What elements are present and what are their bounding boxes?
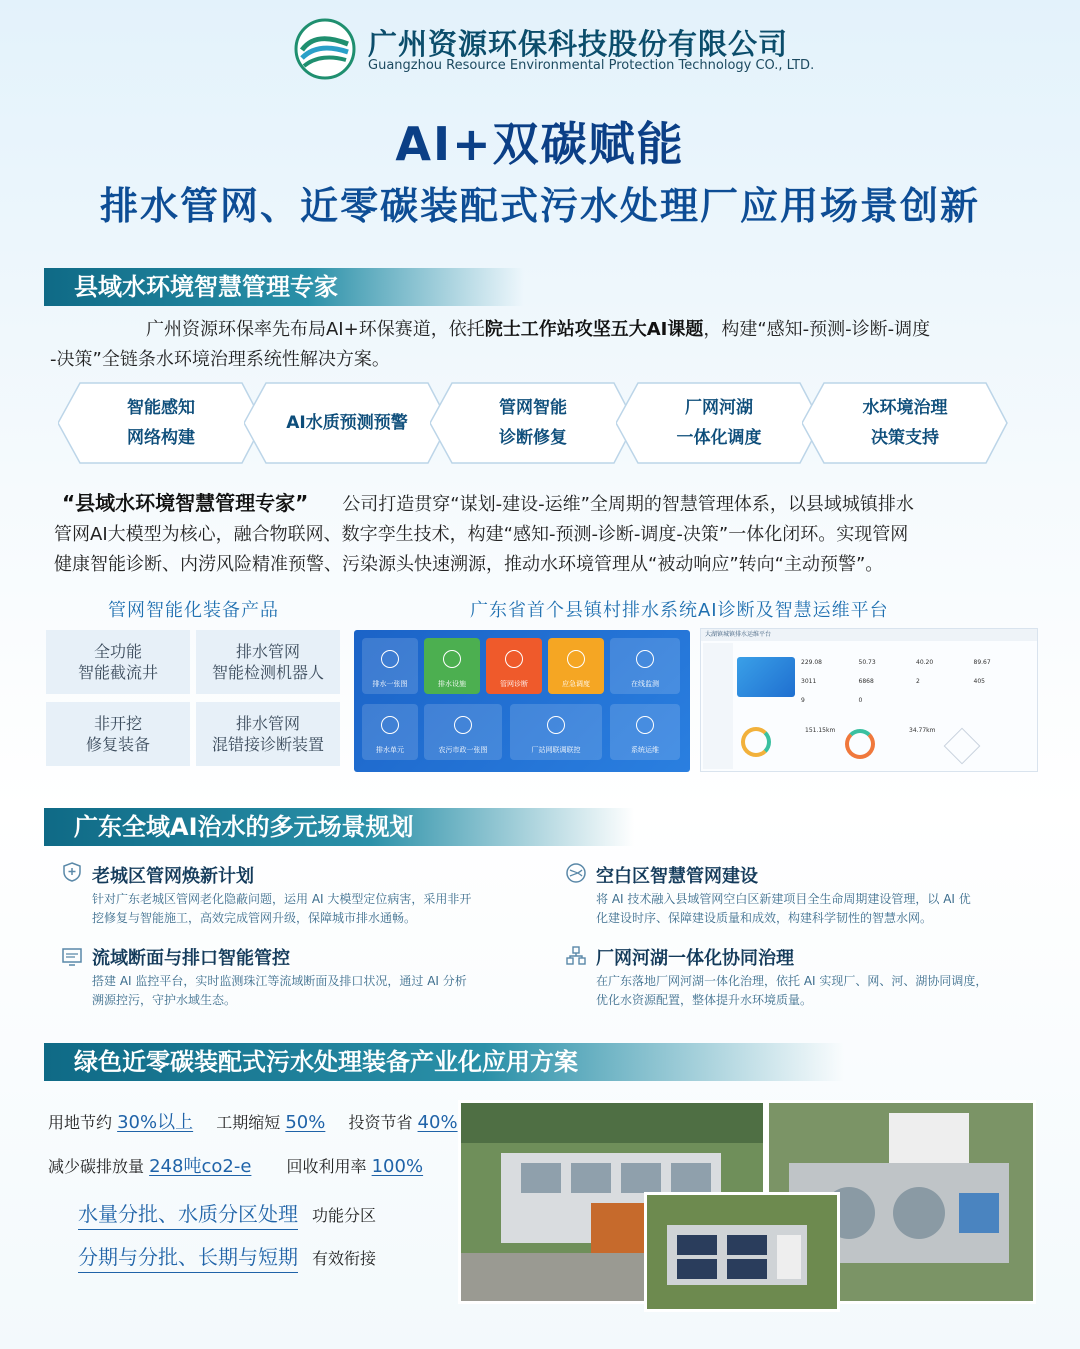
company-name-en: Guangzhou Resource Environmental Protection Technology CO., LTD. xyxy=(368,58,815,73)
scenario-description-line: 优化水资源配置，整体提升水环境质量。 xyxy=(596,993,813,1007)
ops-stat: 50.73 xyxy=(858,659,876,666)
scenario-title: 空白区智慧管网建设 xyxy=(596,866,758,887)
dashboard-tile xyxy=(510,704,602,760)
stat-value: 50% xyxy=(285,1112,326,1133)
feature-sub: 功能分区 xyxy=(312,1206,377,1225)
feature-sub: 有效衔接 xyxy=(312,1249,377,1268)
feature-line xyxy=(78,1241,376,1270)
dashboard-tile xyxy=(362,704,418,760)
scenario-title: 厂网河湖一体化协同治理 xyxy=(596,948,794,969)
ops-stat: 89.67 xyxy=(973,659,991,666)
ops-radar-chart xyxy=(944,728,981,765)
plant-photo-3 xyxy=(644,1192,840,1312)
stat-label: 工期缩短 xyxy=(216,1113,281,1132)
flow-step xyxy=(430,382,636,464)
section-heading-county: 县域水环境智慧管理专家 xyxy=(44,268,524,306)
description-line-3: 健康智能诊断、内涝风险精准预警、污染源头快速溯源，推动水环境管理从“被动响应”转向“主动预警”。 xyxy=(54,554,884,575)
stat-label: 回收利用率 xyxy=(286,1157,367,1176)
ops-stat: 9 xyxy=(801,697,805,704)
tile-label: 在线监测 xyxy=(631,680,659,688)
flow-step-label: AI水质预测预警 xyxy=(286,413,408,433)
flow-step xyxy=(802,382,1008,464)
dashboard-tile xyxy=(548,638,604,694)
stats-row-1 xyxy=(48,1108,458,1134)
dashboard-tile xyxy=(424,704,502,760)
stat-label: 减少碳排放量 xyxy=(48,1157,145,1176)
dashboard-tile xyxy=(362,638,418,694)
scenario-title: 流域断面与排口智能管控 xyxy=(92,948,290,969)
ops-stat: 229.08 xyxy=(801,659,822,666)
scenario-description-line: 挖修复与智能施工，高效完成管网升级，保障城市排水通畅。 xyxy=(92,911,417,925)
ops-ring-chart xyxy=(845,729,875,759)
scenario-description-line: 在广东落地厂网河湖一体化治理，依托 AI 实现厂、网、河、湖协同调度， xyxy=(596,974,988,988)
ops-stat: 405 xyxy=(973,678,985,685)
flow-step-label: 智能感知 网络构建 xyxy=(127,398,195,448)
plant-aerial-image xyxy=(647,1195,837,1309)
feature-main: 水量分批、水质分区处理 xyxy=(78,1202,298,1230)
network-icon xyxy=(565,862,587,884)
description-line-2: 管网AI大模型为核心，融合物联网、数字孪生技术，构建“感知-预测-诊断-调度-决策”一体化闭环。实现管网 xyxy=(54,524,909,545)
tile-icon xyxy=(547,716,565,734)
dashboard-tile xyxy=(424,638,480,694)
dashboard-tile xyxy=(486,638,542,694)
tile-label: 农污市政一张图 xyxy=(438,746,488,754)
intro-bold: 院士工作站攻坚五大AI课题 xyxy=(484,319,704,340)
intro-text-2: ，构建“感知-预测-诊断-调度 xyxy=(703,319,931,340)
tile-label: 排水单元 xyxy=(376,746,404,754)
section-heading-equipment-application: 绿色近零碳装配式污水处理装备产业化应用方案 xyxy=(44,1043,844,1081)
description-paragraph xyxy=(54,488,1044,580)
description-bold: “县域水环境智慧管理专家” xyxy=(62,491,309,515)
equipment-title: 管网智能化装备产品 xyxy=(108,600,279,621)
stats-row-2 xyxy=(48,1152,449,1178)
stat-value: 248吨co2-e xyxy=(149,1156,252,1177)
equipment-item: 排水管网 智能检测机器人 xyxy=(196,630,340,694)
flow-step xyxy=(244,382,450,464)
equipment-item: 排水管网 混错接诊断装置 xyxy=(196,702,340,766)
flow-icon xyxy=(565,945,587,967)
tile-icon xyxy=(636,716,654,734)
ops-stat: 0 xyxy=(858,697,863,704)
tile-icon xyxy=(381,716,399,734)
section-heading-scenarios: 广东全域AI治水的多元场景规划 xyxy=(44,808,634,846)
tile-label: 系统运维 xyxy=(631,746,659,754)
flow-step xyxy=(616,382,822,464)
flow-step xyxy=(58,382,264,464)
scenario-description-line: 溯源控污，守护水域生态。 xyxy=(92,993,237,1007)
shield-icon xyxy=(61,861,83,883)
subtitle: 排水管网、近零碳装配式污水处理厂应用场景创新 xyxy=(99,184,980,228)
tile-icon xyxy=(454,716,472,734)
ops-stat: 40.20 xyxy=(916,659,934,666)
dashboard-tile xyxy=(610,638,680,694)
main-title: AI+双碳赋能 xyxy=(395,117,685,171)
scenario-description-line: 搭建 AI 监控平台，实时监测珠江等流域断面及排口状况，通过 AI 分析 xyxy=(92,974,467,988)
company-logo-icon xyxy=(294,18,356,80)
flow-step-label: 厂网河湖 一体化调度 xyxy=(676,398,762,448)
scenario-description-line: 将 AI 技术融入县域管网空白区新建项目全生命周期建设管理，以 AI 优 xyxy=(596,892,971,906)
equipment-item: 非开挖 修复装备 xyxy=(46,702,190,766)
ops-platform-title: 大湖镇城镇排水运维平台 xyxy=(701,629,1037,641)
platform-dashboard-screenshot xyxy=(354,630,690,772)
ops-stat: 3011 xyxy=(801,678,817,685)
scenario-title: 老城区管网焕新计划 xyxy=(92,866,254,887)
ops-stat: 6868 xyxy=(858,678,874,685)
stat-label: 投资节省 xyxy=(348,1113,413,1132)
tile-label: 厂站网联调联控 xyxy=(531,746,581,754)
ops-ring-chart xyxy=(741,727,771,757)
scenario-description xyxy=(596,890,1036,928)
intro-text-3: -决策”全链条水环境治理系统性解决方案。 xyxy=(50,349,390,370)
stat-value: 100% xyxy=(371,1156,424,1177)
description-line-1: 公司打造贯穿“谋划-建设-运维”全周期的智慧管理体系，以县域城镇排水 xyxy=(342,494,914,515)
ops-ring-value: 34.77km xyxy=(909,727,936,734)
monitor-icon xyxy=(61,945,83,967)
scenario-description-line: 化建设时序、保障建设质量和成效，构建科学韧性的智慧水网。 xyxy=(596,911,933,925)
tile-label: 排水一张图 xyxy=(372,680,408,688)
scenario-description-line: 针对广东老城区管网老化隐蔽问题，运用 AI 大模型定位病害，采用非开 xyxy=(92,892,472,906)
tile-icon xyxy=(443,650,461,668)
stat-value: 30%以上 xyxy=(117,1112,194,1133)
ops-platform-screenshot xyxy=(700,628,1038,772)
stat-label: 用地节约 xyxy=(48,1113,113,1132)
scenario-description xyxy=(92,890,552,928)
feature-main: 分期与分批、长期与短期 xyxy=(78,1245,298,1273)
scenario-description xyxy=(92,972,552,1010)
scenario-description xyxy=(596,972,1036,1010)
tile-icon xyxy=(567,650,585,668)
tile-label: 管网诊断 xyxy=(500,680,528,688)
header xyxy=(0,14,1080,84)
flow-step-label: 水环境治理 决策支持 xyxy=(862,398,948,448)
tile-label: 排水设施 xyxy=(438,680,466,688)
stat-value: 40% xyxy=(417,1112,458,1133)
capability-flow xyxy=(58,382,1018,464)
ops-stats-grid xyxy=(801,659,1031,704)
dashboard-tile xyxy=(610,704,680,760)
intro-paragraph xyxy=(50,315,1040,375)
intro-text-1: 广州资源环保率先布局AI+环保赛道，依托 xyxy=(146,319,485,340)
ops-sidebar xyxy=(703,643,733,769)
ops-stat: 2 xyxy=(916,678,920,685)
tile-icon xyxy=(381,650,399,668)
ops-ring-value: 151.15km xyxy=(805,727,836,734)
tile-icon xyxy=(636,650,654,668)
flow-step-label: 管网智能 诊断修复 xyxy=(499,398,567,448)
platform-title: 广东省首个县镇村排水系统AI诊断及智慧运维平台 xyxy=(470,600,889,621)
company-name-cn: 广州资源环保科技股份有限公司 xyxy=(368,27,789,61)
ops-hero-card xyxy=(737,657,795,697)
equipment-item: 全功能 智能截流井 xyxy=(46,630,190,694)
tile-icon xyxy=(505,650,523,668)
feature-line xyxy=(78,1198,376,1227)
tile-label: 应急调度 xyxy=(562,680,590,688)
